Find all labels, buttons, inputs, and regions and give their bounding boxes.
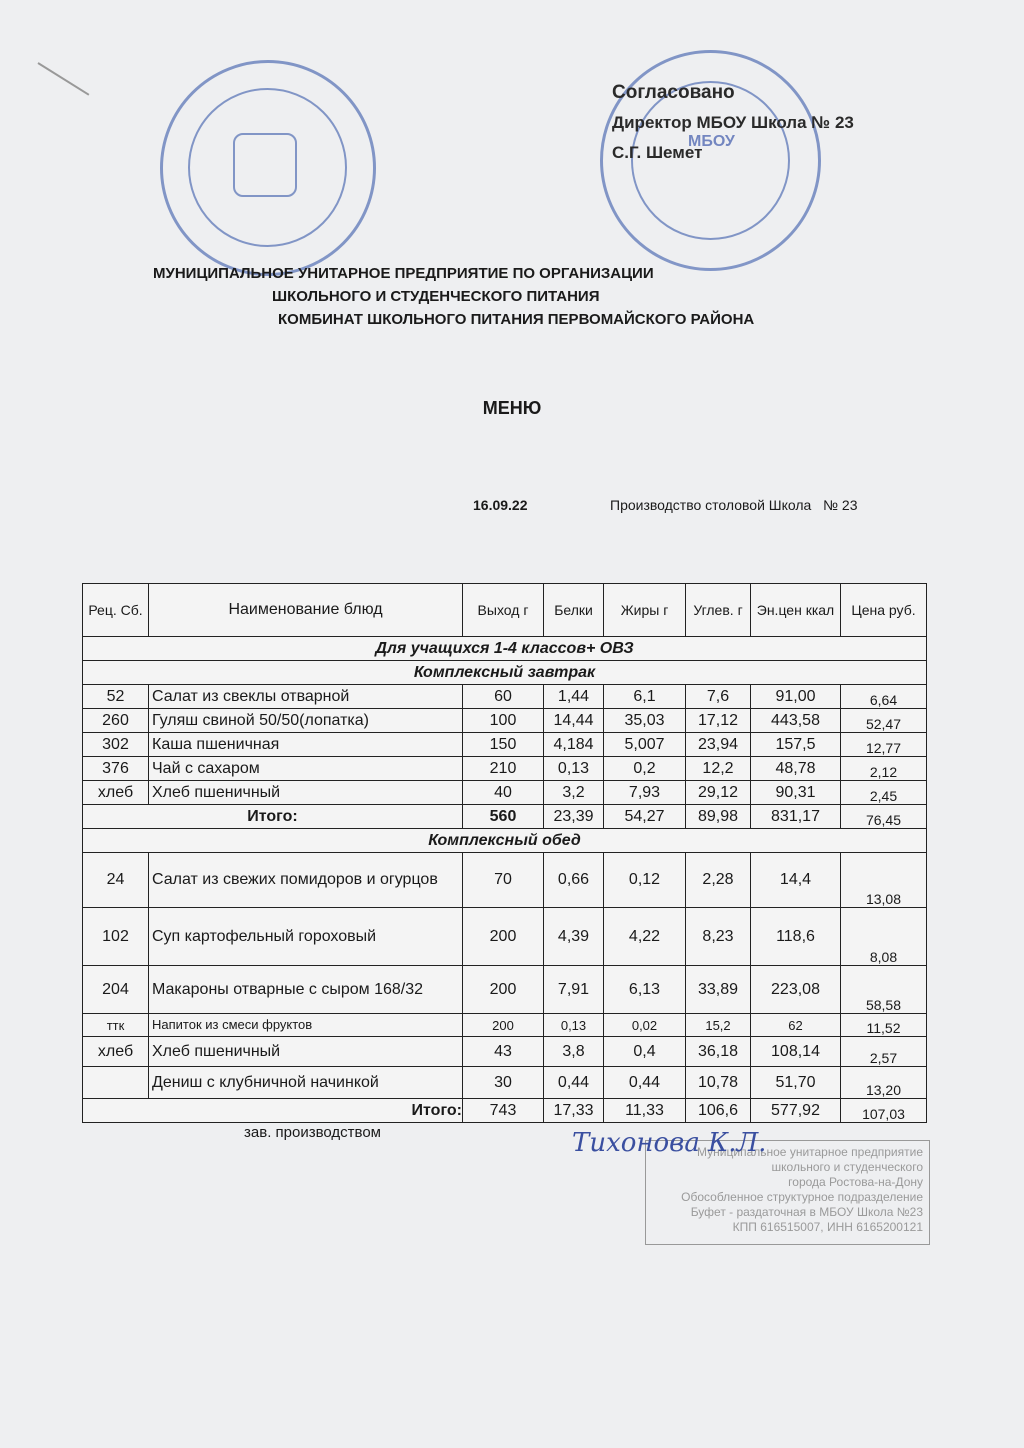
energy-kcal: 14,4 (751, 853, 841, 908)
table-row (83, 781, 927, 805)
price: 2,45 (841, 781, 927, 805)
energy-kcal: 118,6 (751, 908, 841, 966)
dish-name: Дениш с клубничной начинкой (149, 1067, 463, 1099)
dish-name: Салат из свежих помидоров и огурцов (149, 853, 463, 908)
recipe-number (83, 1067, 149, 1099)
stamp-school-label: МБОУ (688, 133, 735, 150)
dish-name: Макароны отварные с сыром 168/32 (149, 966, 463, 1014)
stamp-line: школьного и студенческого (771, 1160, 923, 1174)
portion-weight: 40 (463, 781, 544, 805)
proteins: 4,39 (544, 908, 604, 966)
org-line-1: МУНИЦИПАЛЬНОЕ УНИТАРНОЕ ПРЕДПРИЯТИЕ ПО ОРГАНИЗАЦИИ (153, 265, 654, 282)
approval-position: Директор МБОУ Школа № 23 (612, 113, 854, 132)
dish-name: Хлеб пшеничный (149, 781, 463, 805)
carbohydrates: 10,78 (686, 1067, 751, 1099)
column-header: Выход г (463, 584, 544, 637)
carbohydrates: 7,6 (686, 685, 751, 709)
total-value: 23,39 (544, 805, 604, 829)
approval-title: Согласовано (612, 82, 735, 103)
paper-fold-mark (37, 62, 89, 95)
fats: 5,007 (604, 733, 686, 757)
total-value: 54,27 (604, 805, 686, 829)
table-row (83, 1014, 927, 1037)
price: 2,57 (841, 1037, 927, 1067)
stamp-line: Буфет - раздаточная в МБОУ Школа №23 (690, 1205, 923, 1219)
carbohydrates: 23,94 (686, 733, 751, 757)
price: 6,64 (841, 685, 927, 709)
energy-kcal: 223,08 (751, 966, 841, 1014)
column-header: Углев. г (686, 584, 751, 637)
fats: 6,13 (604, 966, 686, 1014)
proteins: 0,13 (544, 1014, 604, 1037)
table-row (83, 966, 927, 1014)
portion-weight: 30 (463, 1067, 544, 1099)
stamp-line: Муниципальное унитарное предприятие (697, 1145, 923, 1159)
total-value: 17,33 (544, 1099, 604, 1123)
proteins: 3,2 (544, 781, 604, 805)
recipe-number: 204 (83, 966, 149, 1014)
recipe-number: 102 (83, 908, 149, 966)
column-header: Эн.цен ккал (751, 584, 841, 637)
column-header: Наименование блюд (149, 584, 463, 637)
portion-weight: 100 (463, 709, 544, 733)
approval-block (612, 78, 854, 168)
portion-weight: 200 (463, 966, 544, 1014)
stamp-line: города Ростова-на-Дону (788, 1175, 923, 1189)
proteins: 7,91 (544, 966, 604, 1014)
price: 12,77 (841, 733, 927, 757)
portion-weight: 70 (463, 853, 544, 908)
org-line-2: ШКОЛЬНОГО И СТУДЕНЧЕСКОГО ПИТАНИЯ (272, 288, 600, 305)
column-header: Рец. Сб. (83, 584, 149, 637)
fats: 7,93 (604, 781, 686, 805)
recipe-number: 302 (83, 733, 149, 757)
total-value: 560 (463, 805, 544, 829)
carbohydrates: 2,28 (686, 853, 751, 908)
carbohydrates: 29,12 (686, 781, 751, 805)
portion-weight: 43 (463, 1037, 544, 1067)
dish-name: Каша пшеничная (149, 733, 463, 757)
energy-kcal: 48,78 (751, 757, 841, 781)
dish-name: Хлеб пшеничный (149, 1037, 463, 1067)
carbohydrates: 12,2 (686, 757, 751, 781)
total-value: 107,03 (841, 1099, 927, 1123)
fats: 0,2 (604, 757, 686, 781)
table-row (83, 757, 927, 781)
table-row (83, 1037, 927, 1067)
price: 8,08 (841, 908, 927, 966)
table-row (83, 709, 927, 733)
page-title: МЕНЮ (482, 398, 542, 418)
energy-kcal: 108,14 (751, 1037, 841, 1067)
total-value: 106,6 (686, 1099, 751, 1123)
total-row (83, 805, 927, 829)
column-header: Жиры г (604, 584, 686, 637)
recipe-number: 52 (83, 685, 149, 709)
energy-kcal: 51,70 (751, 1067, 841, 1099)
dish-name: Чай с сахаром (149, 757, 463, 781)
price: 52,47 (841, 709, 927, 733)
carbohydrates: 17,12 (686, 709, 751, 733)
section-row (83, 829, 927, 853)
group-title: Для учащихся 1-4 классов+ ОВЗ (83, 637, 927, 661)
table-row (83, 908, 927, 966)
fats: 0,12 (604, 853, 686, 908)
section-title: Комплексный завтрак (83, 661, 927, 685)
proteins: 0,13 (544, 757, 604, 781)
signature: Тихонова К.Л. (572, 1128, 767, 1158)
footer-role: зав. производством (244, 1124, 381, 1141)
fats: 0,44 (604, 1067, 686, 1099)
org-line-3: КОМБИНАТ ШКОЛЬНОГО ПИТАНИЯ ПЕРВОМАЙСКОГО РАЙОНА (278, 311, 755, 328)
portion-weight: 200 (463, 1014, 544, 1037)
dish-name: Гуляш свиной 50/50(лопатка) (149, 709, 463, 733)
price: 13,20 (841, 1067, 927, 1099)
energy-kcal: 443,58 (751, 709, 841, 733)
price: 13,08 (841, 853, 927, 908)
approval-name: С.Г. Шемет (612, 143, 703, 162)
menu-date: 16.09.22 (473, 497, 528, 513)
carbohydrates: 33,89 (686, 966, 751, 1014)
proteins: 0,66 (544, 853, 604, 908)
total-value: 89,98 (686, 805, 751, 829)
section-row (83, 661, 927, 685)
carbohydrates: 8,23 (686, 908, 751, 966)
proteins: 14,44 (544, 709, 604, 733)
dish-name: Салат из свеклы отварной (149, 685, 463, 709)
total-label: Итого: (83, 805, 463, 829)
portion-weight: 60 (463, 685, 544, 709)
group-row (83, 637, 927, 661)
organization-round-stamp (160, 60, 376, 276)
recipe-number: хлеб (83, 781, 149, 805)
stamp-line: КПП 616515007, ИНН 6165200121 (732, 1220, 923, 1234)
fats: 6,1 (604, 685, 686, 709)
stamp-line: Обособленное структурное подразделение (681, 1190, 923, 1204)
price: 58,58 (841, 966, 927, 1014)
table-row (83, 733, 927, 757)
price: 2,12 (841, 757, 927, 781)
proteins: 4,184 (544, 733, 604, 757)
carbohydrates: 15,2 (686, 1014, 751, 1037)
energy-kcal: 90,31 (751, 781, 841, 805)
recipe-number: ттк (83, 1014, 149, 1037)
recipe-number: 376 (83, 757, 149, 781)
table-header-row (83, 584, 927, 637)
energy-kcal: 62 (751, 1014, 841, 1037)
proteins: 1,44 (544, 685, 604, 709)
table-row (83, 1067, 927, 1099)
price: 11,52 (841, 1014, 927, 1037)
recipe-number: 260 (83, 709, 149, 733)
total-value: 743 (463, 1099, 544, 1123)
fats: 4,22 (604, 908, 686, 966)
portion-weight: 150 (463, 733, 544, 757)
recipe-number: 24 (83, 853, 149, 908)
proteins: 0,44 (544, 1067, 604, 1099)
fats: 0,4 (604, 1037, 686, 1067)
portion-weight: 210 (463, 757, 544, 781)
total-value: 577,92 (751, 1099, 841, 1123)
total-label: Итого: (83, 1099, 463, 1123)
fats: 0,02 (604, 1014, 686, 1037)
total-row (83, 1099, 927, 1123)
total-value: 76,45 (841, 805, 927, 829)
column-header: Белки (544, 584, 604, 637)
menu-table (82, 583, 927, 1123)
total-value: 831,17 (751, 805, 841, 829)
table-row (83, 853, 927, 908)
recipe-number: хлеб (83, 1037, 149, 1067)
fats: 35,03 (604, 709, 686, 733)
total-value: 11,33 (604, 1099, 686, 1123)
dish-name: Напиток из смеси фруктов (149, 1014, 463, 1037)
column-header: Цена руб. (841, 584, 927, 637)
production-label: Производство столовой Школа № 23 (610, 497, 858, 513)
portion-weight: 200 (463, 908, 544, 966)
dish-name: Суп картофельный гороховый (149, 908, 463, 966)
section-title: Комплексный обед (83, 829, 927, 853)
proteins: 3,8 (544, 1037, 604, 1067)
energy-kcal: 157,5 (751, 733, 841, 757)
table-row (83, 685, 927, 709)
carbohydrates: 36,18 (686, 1037, 751, 1067)
energy-kcal: 91,00 (751, 685, 841, 709)
